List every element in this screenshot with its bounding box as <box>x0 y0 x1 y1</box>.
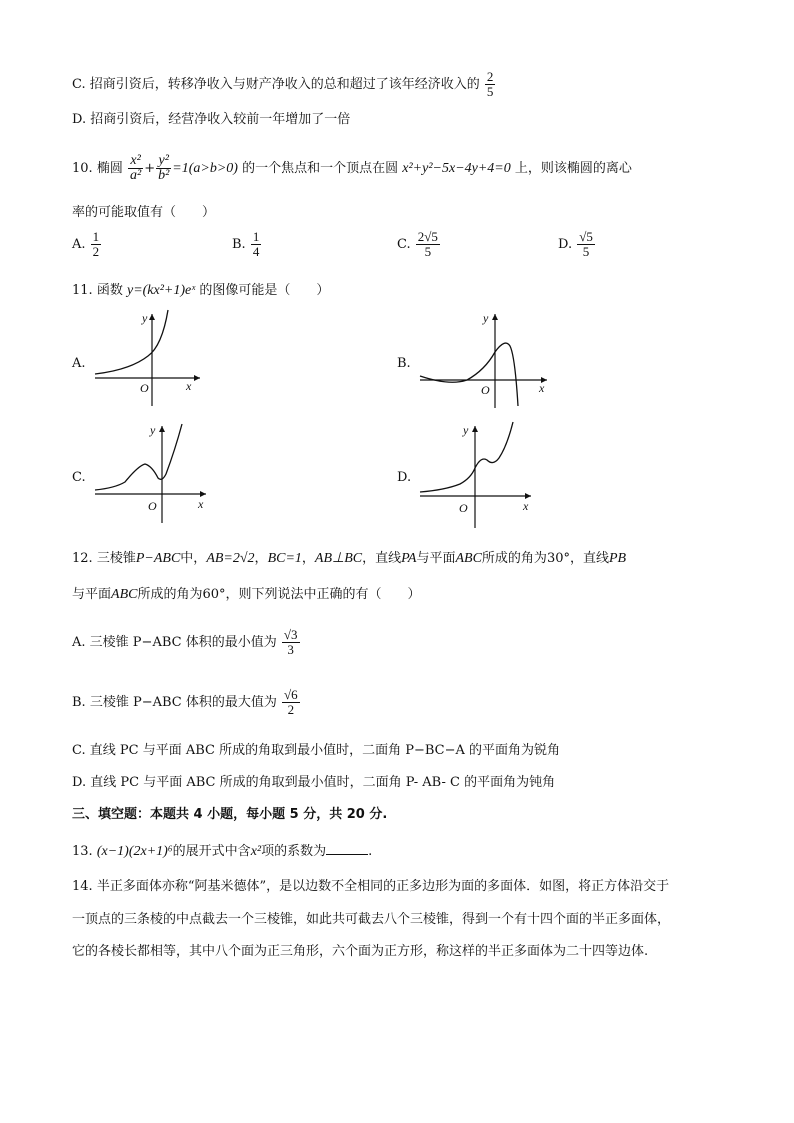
q12-stem-line1: 12. 三棱锥P−ABC中，AB=2√2，BC=1，AB⊥BC，直线PA与平面ABC所成的角为30°，直线PB <box>72 551 627 566</box>
q10-stem-line2: 率的可能取值有（ ） <box>72 205 216 220</box>
y-label: y <box>142 311 148 325</box>
q12-c-text: 直线 PC 与平面 ABC 所成的角取到最小值时，二面角 P−BC−A 的平面角为锐角 <box>89 743 561 758</box>
q12-b-text: 三棱锥 P−ABC 体积的最大值为 <box>89 695 277 710</box>
q12-option-c <box>72 742 560 760</box>
q12-option-d <box>72 774 555 792</box>
q9-d-text: 招商引资后，经营净收入较前一年增加了一倍 <box>90 112 351 127</box>
x-arrow-icon <box>194 375 200 381</box>
q12-a-text: 三棱锥 P−ABC 体积的最小值为 <box>89 635 277 650</box>
q14-number: 14. <box>72 879 93 894</box>
q12-stem-c: ，直线 <box>362 551 402 566</box>
q10-option-c <box>397 230 441 259</box>
q10-stem-a: 椭圆 <box>96 161 123 176</box>
q11-stem <box>72 282 329 300</box>
q12-a-num: √3 <box>283 627 298 642</box>
q11-graph-a-label: A. <box>72 356 86 371</box>
q11-number: 11. <box>72 283 93 298</box>
origin-label: O <box>481 383 490 397</box>
q9-option-c <box>72 70 496 99</box>
section-3-heading: 三、填空题：本题共 4 小题，每小题 5 分，共 20 分. <box>72 807 388 822</box>
q11-stem-b: 的图像可能是（ ） <box>199 283 330 298</box>
y-arrow-icon <box>149 314 155 320</box>
q9-c-text: 招商引资后，转移净收入与财产净收入的总和超过了该年经济收入的 <box>89 77 480 92</box>
q10-option-a <box>72 230 102 259</box>
q10-a-num: 1 <box>92 229 100 244</box>
q9-c-fraction <box>485 70 496 99</box>
q12-stem-g: 与平面 <box>72 587 112 602</box>
q10-c-num: 2√5 <box>417 229 438 244</box>
q12-a-den: 3 <box>287 642 294 657</box>
curve-c <box>95 424 182 490</box>
q12-a-label: A. <box>72 635 86 650</box>
q12-b-label: B. <box>72 695 86 710</box>
q10-d-num: √5 <box>579 229 593 244</box>
function-expression: y=(kx²+1)eˣ <box>126 283 196 298</box>
q9-c-label: C. <box>72 77 86 92</box>
q10-c-label: C. <box>397 237 411 252</box>
origin-label: O <box>148 499 157 513</box>
origin-label: O <box>459 501 468 515</box>
q12-stem-f: ，直线 <box>569 551 609 566</box>
q13-stem-b: 的展开式中含 <box>172 844 251 859</box>
q11-graph-c <box>90 420 214 525</box>
y-label: y <box>463 423 469 437</box>
q10-d-label: D. <box>558 237 573 252</box>
q12-d-label: D. <box>72 775 87 790</box>
q9-d-label: D. <box>72 112 87 127</box>
q11-graph-b-label: B. <box>397 356 411 371</box>
q13-stem-c: 项的系数为 <box>261 844 327 859</box>
q13-expression: (x−1)(2x+1)⁶ <box>96 844 173 859</box>
q10-number: 10. <box>72 161 93 176</box>
q12-stem-line2: 与平面ABC所成的角为60°，则下列说法中正确的有（ ） <box>72 587 421 602</box>
q12-b-num: √6 <box>284 687 298 702</box>
q12-stem-h: 所成的角为 <box>137 587 203 602</box>
q13-end: . <box>368 844 373 859</box>
origin-label: O <box>140 381 149 395</box>
q14-line1 <box>72 878 669 896</box>
q12-option-a <box>72 628 301 657</box>
q11-graph-c-label: C. <box>72 470 86 485</box>
x-label: x <box>523 499 529 513</box>
q12-option-b <box>72 688 301 717</box>
q12-stem-b: 中， <box>180 551 207 566</box>
q11-graph-d-label: D. <box>397 470 412 485</box>
x-label: x <box>186 379 192 393</box>
q14-line2: 一顶点的三条棱的中点截去一个三棱锥，如此共可截去八个三棱锥，得到一个有十四个面的半正多面体， <box>72 912 671 927</box>
q13-answer-blank[interactable] <box>326 842 368 855</box>
q10-stem-c: 上，则该椭圆的离心 <box>514 161 632 176</box>
q10-a-label: A. <box>72 237 86 252</box>
q14-line1-text: 半正多面体亦称“阿基米德体”，是以边数不全相同的正多边形为面的多面体．如图，将正方体沿交于 <box>96 879 670 894</box>
q9-c-frac-den: 5 <box>486 84 494 99</box>
q11-graph-a <box>90 308 210 408</box>
x-label: x <box>539 381 545 395</box>
q12-stem-d: 与平面 <box>416 551 456 566</box>
q11-graph-b <box>415 308 555 408</box>
q14-line3: 它的各棱长都相等，其中八个面为正三角形，六个面为正方形，称这样的半正多面体为二十四等边体. <box>72 944 649 959</box>
q12-d-text: 直线 PC 与平面 ABC 所成的角取到最小值时，二面角 P- AB- C 的平面角为钝角 <box>90 775 556 790</box>
q12-stem-i: ，则下列说法中正确的有（ ） <box>225 587 421 602</box>
q12-number: 12. <box>72 551 93 566</box>
q10-option-b <box>232 230 262 259</box>
q10-d-den: 5 <box>582 244 590 259</box>
circle-equation: x²+y²−5x−4y+4=0 <box>402 161 511 176</box>
q12-stem-a: 三棱锥 <box>96 551 136 566</box>
q10-b-den: 4 <box>252 244 260 259</box>
q13-stem: 13. (x−1)(2x+1)⁶的展开式中含x²项的系数为 . <box>72 844 373 859</box>
q10-c-den: 5 <box>424 244 432 259</box>
curve-b <box>420 343 518 406</box>
q10-b-label: B. <box>232 237 246 252</box>
q11-stem-a: 函数 <box>96 283 123 298</box>
q12-stem-e: 所成的角为 <box>481 551 547 566</box>
q9-option-d <box>72 111 350 129</box>
ellipse-equation: $\frac{\text{x²}}{\text{a²}}$ + $\frac{\text{y²}}{\text{b²}}$ =1(a>b>0) <box>129 153 238 183</box>
q10-a-den: 2 <box>92 244 100 259</box>
y-arrow-icon <box>472 426 478 432</box>
y-label: y <box>483 311 489 325</box>
y-arrow-icon <box>492 314 498 320</box>
q10-b-num: 1 <box>252 229 260 244</box>
y-label: y <box>150 423 156 437</box>
y-arrow-icon <box>159 426 165 432</box>
q9-c-frac-num: 2 <box>486 69 494 84</box>
curve-a <box>95 310 168 374</box>
q11-graph-d <box>415 420 539 530</box>
q12-b-den: 2 <box>287 702 295 717</box>
q12-c-label: C. <box>72 743 86 758</box>
q10-stem <box>72 154 632 183</box>
x-label: x <box>198 497 204 511</box>
q10-option-d <box>558 230 596 259</box>
q10-stem-b: 的一个焦点和一个顶点在圆 <box>242 161 399 176</box>
q13-number: 13. <box>72 844 93 859</box>
